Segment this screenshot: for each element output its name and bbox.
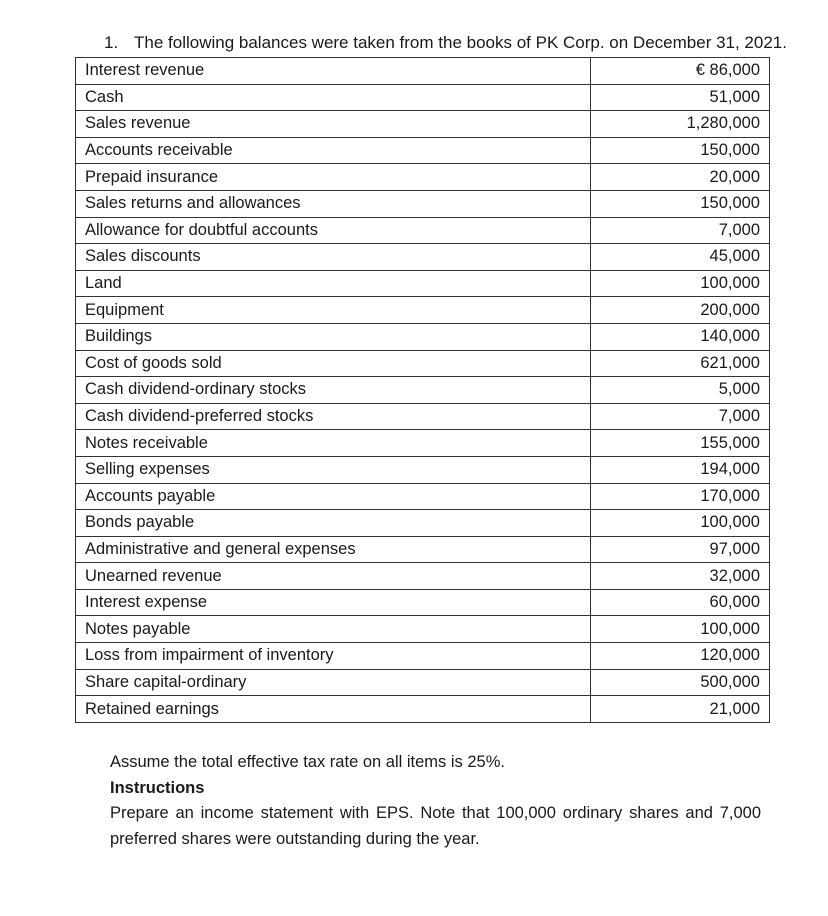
account-amount: 32,000	[591, 563, 770, 590]
table-row	[76, 456, 770, 483]
account-name: Equipment	[76, 297, 591, 324]
question-text: The following balances were taken from the books of PK Corp. on December 31, 2021.	[134, 33, 787, 52]
account-amount: 120,000	[591, 643, 770, 670]
account-amount: 51,000	[591, 84, 770, 111]
account-amount: 7,000	[591, 403, 770, 430]
account-name: Accounts receivable	[76, 137, 591, 164]
account-amount: 21,000	[591, 696, 770, 723]
table-row	[76, 164, 770, 191]
table-row	[76, 430, 770, 457]
account-name: Interest revenue	[76, 58, 591, 85]
account-name: Retained earnings	[76, 696, 591, 723]
account-name: Buildings	[76, 323, 591, 350]
account-amount: 170,000	[591, 483, 770, 510]
account-name: Prepaid insurance	[76, 164, 591, 191]
table-row	[76, 616, 770, 643]
account-name: Cash dividend-ordinary stocks	[76, 377, 591, 404]
account-amount: 45,000	[591, 244, 770, 271]
table-row	[76, 297, 770, 324]
account-name: Loss from impairment of inventory	[76, 643, 591, 670]
account-amount: 100,000	[591, 510, 770, 537]
table-row	[76, 323, 770, 350]
account-name: Cost of goods sold	[76, 350, 591, 377]
account-name: Administrative and general expenses	[76, 536, 591, 563]
account-name: Allowance for doubtful accounts	[76, 217, 591, 244]
table-row	[76, 350, 770, 377]
account-name: Sales discounts	[76, 244, 591, 271]
table-row	[76, 244, 770, 271]
account-amount: 500,000	[591, 669, 770, 696]
account-name: Unearned revenue	[76, 563, 591, 590]
balances-table	[75, 57, 770, 723]
table-row	[76, 58, 770, 85]
account-name: Sales revenue	[76, 111, 591, 138]
table-row	[76, 377, 770, 404]
account-amount: 155,000	[591, 430, 770, 457]
table-row	[76, 217, 770, 244]
table-row	[76, 536, 770, 563]
account-name: Land	[76, 270, 591, 297]
question-number: 1.	[104, 33, 119, 52]
table-row	[76, 563, 770, 590]
account-amount: 150,000	[591, 137, 770, 164]
instructions-body: Prepare an income statement with EPS. Note that 100,000 ordinary shares and 7,000 preferred shares were outstanding during the year.	[110, 804, 761, 848]
account-name: Notes payable	[76, 616, 591, 643]
account-amount: 100,000	[591, 616, 770, 643]
instructions-title: Instructions	[110, 778, 205, 797]
account-amount: 7,000	[591, 217, 770, 244]
account-amount: 1,280,000	[591, 111, 770, 138]
account-name: Share capital-ordinary	[76, 669, 591, 696]
table-row	[76, 643, 770, 670]
account-name: Notes receivable	[76, 430, 591, 457]
account-name: Interest expense	[76, 589, 591, 616]
table-row	[76, 483, 770, 510]
account-amount: 20,000	[591, 164, 770, 191]
table-row	[76, 696, 770, 723]
question-heading	[104, 33, 787, 53]
table-row	[76, 84, 770, 111]
balances-table-body	[76, 58, 770, 723]
account-name: Selling expenses	[76, 456, 591, 483]
account-amount: 97,000	[591, 536, 770, 563]
table-row	[76, 589, 770, 616]
table-row	[76, 111, 770, 138]
tax-assumption: Assume the total effective tax rate on all items is 25%.	[110, 753, 505, 771]
account-amount: 200,000	[591, 297, 770, 324]
account-amount: 194,000	[591, 456, 770, 483]
table-row	[76, 403, 770, 430]
account-name: Sales returns and allowances	[76, 190, 591, 217]
account-amount: 5,000	[591, 377, 770, 404]
account-amount: 60,000	[591, 589, 770, 616]
account-amount: 140,000	[591, 323, 770, 350]
table-row	[76, 510, 770, 537]
table-row	[76, 137, 770, 164]
account-name: Cash	[76, 84, 591, 111]
account-amount: 100,000	[591, 270, 770, 297]
account-name: Cash dividend-preferred stocks	[76, 403, 591, 430]
notes-section	[110, 750, 761, 852]
account-amount: € 86,000	[591, 58, 770, 85]
account-name: Accounts payable	[76, 483, 591, 510]
account-amount: 150,000	[591, 190, 770, 217]
account-amount: 621,000	[591, 350, 770, 377]
table-row	[76, 669, 770, 696]
table-row	[76, 270, 770, 297]
account-name: Bonds payable	[76, 510, 591, 537]
table-row	[76, 190, 770, 217]
